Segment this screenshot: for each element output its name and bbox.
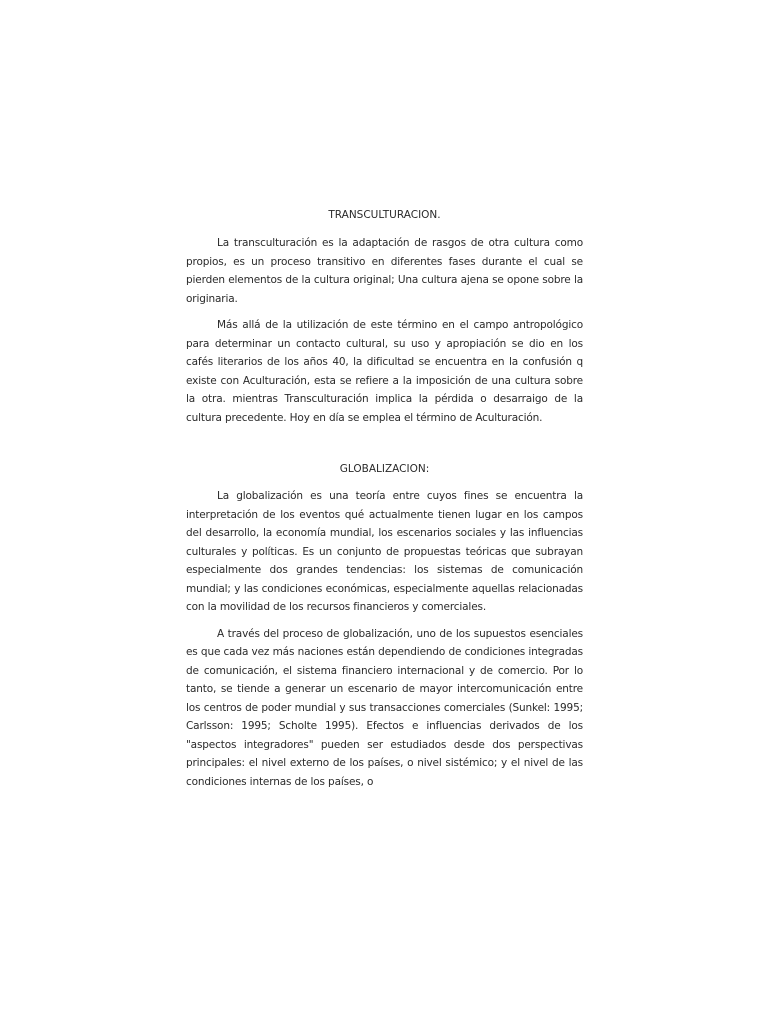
document-page [186,206,583,791]
section-heading-transculturacion: TRANSCULTURACION. [328,209,441,221]
paragraph-globalizacion-1: La globalización es una teoría entre cuyos fines se encuentra la interpretación de los eventos qué actualmente tienen lugar en los campos del desarrollo, la economía mundial, los escenarios sociales y las influencias culturales y políticas. Es un conjunto de propuestas teóricas que subrayan especialmente dos grandes tendencias: los sistemas de comunicación mundial; y las condiciones económicas, especialmente aquellas relacionadas con la movilidad de los recursos financieros y comerciales. [186,490,583,613]
paragraph-globalizacion-2: A través del proceso de globalización, uno de los supuestos esenciales es que cada vez más naciones están dependiendo de condiciones integradas de comunicación, el sistema financiero internacional y de comercio. Por lo tanto, se tiende a generar un escenario de mayor intercomunicación entre los centros de poder mundial y sus transacciones comerciales (Sunkel: 1995; Carlsson: 1995; Scholte 1995). Efectos e influencias derivados de los "aspectos integradores" pueden ser estudiados desde dos perspectivas principales: el nivel externo de los países, o nivel sistémico; y el nivel de las condiciones internas de los países, o [186,627,583,788]
section-heading-globalizacion: GLOBALIZACION: [339,463,430,475]
paragraph-transculturacion-2: Más allá de la utilización de este término en el campo antropológico para determinar un contacto cultural, su uso y apropiación se dio en los cafés literarios de los años 40, la dificultad se encuentra en la confusión q existe con Aculturación, esta se refiere a la imposición de una cultura sobre la otra. mientras Transculturación implica la pérdida o desarraigo de la cultura precedente. Hoy en día se emplea el término de Aculturación. [186,319,583,424]
paragraph-transculturacion-1: La transculturación es la adaptación de rasgos de otra cultura como propios, es un proceso transitivo en diferentes fases durante el cual se pierden elementos de la cultura original; Una cultura ajena se opone sobre la originaria. [186,237,583,305]
